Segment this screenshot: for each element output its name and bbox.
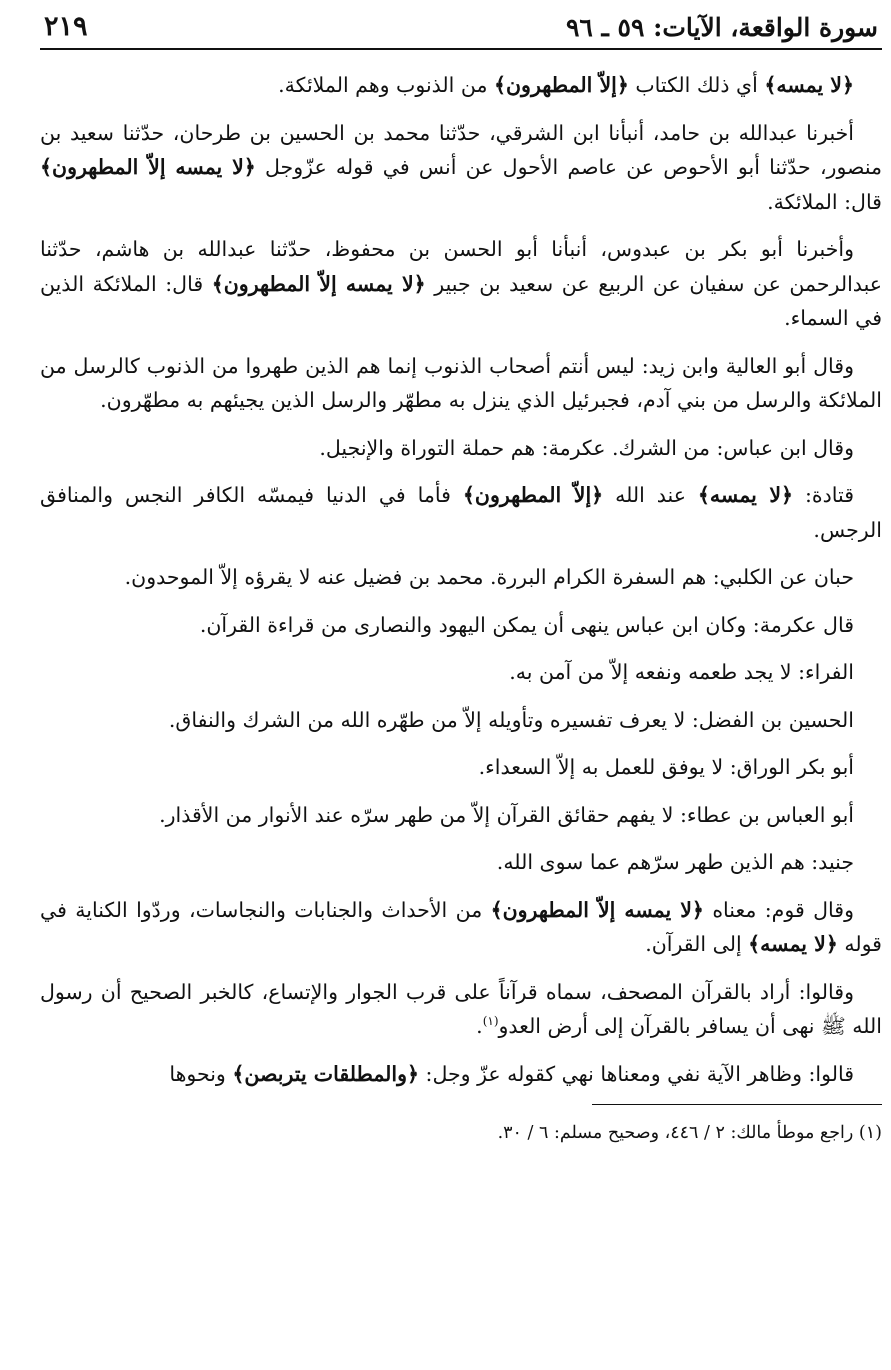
page-body <box>40 50 882 1091</box>
paragraph <box>40 478 882 547</box>
quran-quote: ﴿إلاّ المطهرون﴾ <box>493 73 629 97</box>
text-run: وأخبرنا أبو بكر بن عبدوس، أنبأنا أبو الحسن بن محفوظ، حدّثنا عبدالله بن هاشم، حدّثنا عبدالرحمن عن سفيان عن الربيع عن سعيد بن جبير <box>40 237 882 296</box>
quran-quote: ﴿لا يمسه إلاّ المطهرون﴾ <box>40 155 256 179</box>
paragraph <box>40 232 882 336</box>
paragraph <box>40 116 882 220</box>
footnote-divider <box>592 1104 882 1105</box>
paragraph <box>40 750 882 785</box>
paragraph <box>40 349 882 418</box>
paragraph <box>40 608 882 643</box>
text-run: أبو العباس بن عطاء: لا يفهم حقائق القرآن إلاّ من طهر سرّه عند الأنوار من الأقذار. <box>159 802 854 827</box>
text-run: قتادة: <box>793 483 855 507</box>
text-run: وقال قوم: معناه <box>703 897 854 922</box>
text-run: الفراء: لا يجد طعمه ونفعه إلاّ من آمن به. <box>509 660 854 684</box>
text-run: ونحوها <box>169 1061 233 1086</box>
text-run: . <box>476 1014 483 1038</box>
quran-quote: ﴿والمطلقات يتربصن﴾ <box>232 1061 420 1086</box>
paragraph <box>40 845 882 880</box>
text-run: قال: الملائكة الذين في السماء. <box>40 271 882 330</box>
text-run: وقالوا: أراد بالقرآن المصحف، سماه قرآناً على قرب الجوار والإتساع، كالخبر الصحيح أن رسول الله ﷺ نهى أن يسافر بالقرآن إلى أرض العدو <box>40 979 882 1038</box>
quran-quote: ﴿لا يمسه إلاّ المطهرون﴾ <box>211 271 426 296</box>
paragraph <box>40 655 882 690</box>
text-run: عند الله <box>603 483 698 507</box>
paragraph <box>40 1057 882 1092</box>
paragraph <box>40 798 882 833</box>
text-run: فأما في الدنيا فيمسّه الكافر النجس والمنافق الرجس. <box>40 483 882 542</box>
footnote: (١) راجع موطأ مالك: ٢ / ٤٤٦، وصحيح مسلم: ٦ / ٣٠. <box>497 1123 882 1143</box>
text-run: أبو بكر الوراق: لا يوفق للعمل به إلاّ السعداء. <box>478 755 854 779</box>
text-run: قالوا: وظاهر الآية نفي ومعناها نهي كقوله عزّ وجل: <box>419 1061 854 1086</box>
text-run: قال عكرمة: وكان ابن عباس ينهى أن يمكن اليهود والنصارى من قراءة القرآن. <box>199 612 854 637</box>
text-run: حبان عن الكلبي: هم السفرة الكرام البررة. محمد بن فضيل عنه لا يقرؤه إلاّ الموحدون. <box>124 565 854 589</box>
surah-title: سورة الواقعة، الآيات: ٥٩ ـ ٩٦ <box>565 13 878 42</box>
quran-quote: ﴿إلاّ المطهرون﴾ <box>462 483 604 507</box>
quran-quote: ﴿لا يمسه﴾ <box>697 483 794 507</box>
paragraph <box>40 68 882 103</box>
text-run: جنيد: هم الذين طهر سرّهم عما سوى الله. <box>496 850 854 874</box>
running-header <box>40 8 882 50</box>
paragraph <box>40 703 882 738</box>
quran-quote: ﴿لا يمسه إلاّ المطهرون﴾ <box>490 897 704 922</box>
book-page <box>40 8 882 1358</box>
text-run: أخبرنا عبدالله بن حامد، أنبأنا ابن الشرقي، حدّثنا محمد بن الحسين بن طرحان، حدّثنا سعيد بن منصور، حدّثنا أبو الأحوص عن عاصم الأحول عن أنس في قوله عزّوجل <box>40 120 882 179</box>
paragraph <box>40 431 882 466</box>
paragraph <box>40 560 882 595</box>
page-number: ٢١٩ <box>44 11 88 42</box>
text-run: أي ذلك الكتاب <box>628 73 765 97</box>
footnote-reference: (١) <box>482 1014 499 1029</box>
text-run: الحسين بن الفضل: لا يعرف تفسيره وتأويله إلاّ من طهّره الله من الشرك والنفاق. <box>168 707 854 732</box>
text-run: من الأحداث والجنابات والنجاسات، وردّوا الكناية في قوله <box>40 897 882 956</box>
text-run: وقال ابن عباس: من الشرك. عكرمة: هم حملة التوراة والإنجيل. <box>319 435 854 460</box>
paragraph <box>40 893 882 962</box>
text-run: إلى القرآن. <box>645 932 749 956</box>
text-run: قال: الملائكة. <box>767 189 882 214</box>
quran-quote: ﴿لا يمسه﴾ <box>764 73 854 97</box>
quran-quote: ﴿لا يمسه﴾ <box>748 932 838 956</box>
paragraph <box>40 975 882 1044</box>
text-run: من الذنوب وهم الملائكة. <box>278 73 494 97</box>
text-run: وقال أبو العالية وابن زيد: ليس أنتم أصحاب الذنوب إنما هم الذين طهروا من الذنوب كالرسل من الملائكة والرسل من بني آدم، فجبرئيل الذي ينزل به مطهّر والرسل الذين يجيئهم به مطهّرون. <box>40 353 882 412</box>
